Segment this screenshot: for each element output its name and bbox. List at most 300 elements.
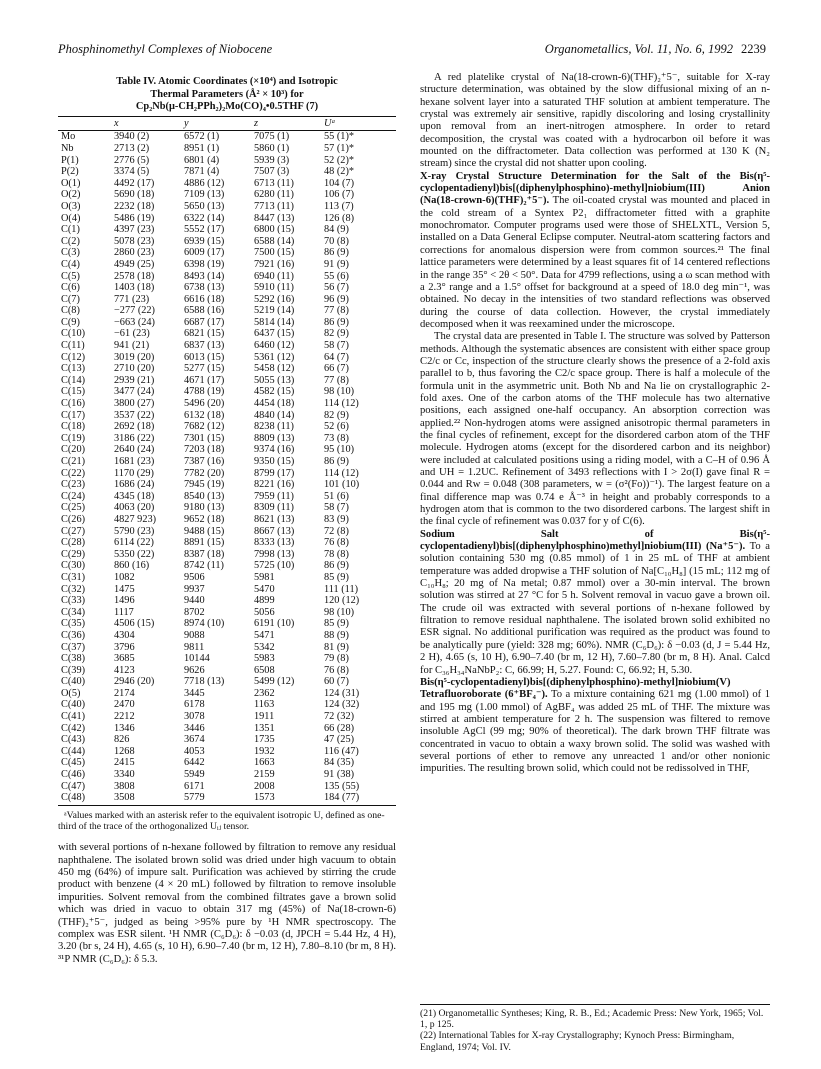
cell-u: 72 (32)	[324, 711, 355, 723]
table-row	[58, 781, 396, 793]
cell-y: 5552 (17)	[184, 224, 225, 236]
table-row	[58, 642, 396, 654]
cell-z: 6713 (11)	[254, 177, 294, 189]
cell-z: 7507 (3)	[254, 166, 290, 178]
table-row	[58, 607, 396, 619]
cell-z: 6940 (11)	[254, 270, 294, 282]
cell-x: −663 (24)	[114, 316, 155, 328]
column-header-z: z	[254, 116, 324, 131]
cell-x: 2212	[114, 711, 135, 723]
column-header-u: Uᵃ	[324, 116, 396, 131]
cell-u: 57 (1)*	[324, 142, 355, 154]
table-row	[58, 166, 396, 178]
cell-u: 184 (77)	[324, 792, 396, 805]
cell-u: 88 (9)	[324, 629, 349, 641]
cell-u: 48 (2)*	[324, 166, 355, 178]
cell-x: 1170 (29)	[114, 467, 154, 479]
table-row	[58, 665, 396, 677]
cell-u: 56 (7)	[324, 282, 349, 294]
cell-u: 66 (28)	[324, 722, 355, 734]
cell-z: 5292 (16)	[254, 293, 295, 305]
cell-u: 60 (7)	[324, 676, 349, 688]
cell-z: 1573	[254, 792, 324, 805]
cell-atom: C(23)	[61, 479, 86, 491]
cell-y: 9937	[184, 583, 205, 595]
cell-atom: C(8)	[61, 305, 80, 317]
cell-y: 7682 (12)	[184, 421, 225, 433]
cell-y: 7718 (13)	[184, 676, 225, 688]
cell-atom: O(3)	[61, 200, 81, 212]
cell-z: 1663	[254, 757, 275, 769]
cell-atom: C(48)	[58, 792, 114, 805]
cell-atom: C(17)	[61, 409, 86, 421]
cell-x: 3019 (20)	[114, 351, 155, 363]
table-row	[58, 723, 396, 735]
cell-u: 58 (7)	[324, 502, 349, 514]
table-row	[58, 247, 396, 259]
cell-atom: Nb	[61, 142, 74, 154]
cell-x: 2174	[114, 687, 135, 699]
cell-u: 124 (32)	[324, 699, 360, 711]
cell-y: 6801 (4)	[184, 154, 220, 166]
cell-y: 9088	[184, 629, 205, 641]
cell-u: 79 (8)	[324, 653, 349, 665]
cell-x: 1346	[114, 722, 135, 734]
table-row	[58, 688, 396, 700]
cell-y: 10144	[184, 653, 210, 665]
cell-u: 111 (11)	[324, 583, 359, 595]
cell-atom: C(25)	[61, 502, 86, 514]
cell-z: 6508	[254, 664, 275, 676]
cell-x: −61 (23)	[114, 328, 150, 340]
cell-u: 114 (12)	[324, 398, 359, 410]
cell-z: 4840 (14)	[254, 409, 295, 421]
cell-z: 6460 (12)	[254, 340, 295, 352]
table-caption-line: Table IV. Atomic Coordinates (×10⁴) and Isotropic	[116, 76, 338, 87]
cell-y: 9180 (13)	[184, 502, 225, 514]
cell-z: 6588 (14)	[254, 235, 295, 247]
table-row	[58, 757, 396, 769]
cell-u: 86 (9)	[324, 247, 349, 259]
table-row	[58, 282, 396, 294]
cell-y: 8974 (10)	[184, 618, 225, 630]
cell-x: 2470	[114, 699, 135, 711]
table-row	[58, 340, 396, 352]
table-row	[58, 328, 396, 340]
cell-u: 85 (9)	[324, 618, 349, 630]
table-row	[58, 224, 396, 236]
cell-z: 6437 (15)	[254, 328, 295, 340]
cell-x: 5690 (18)	[114, 189, 155, 201]
cell-atom: C(18)	[61, 421, 86, 433]
cell-atom: C(11)	[61, 340, 85, 352]
cell-x: 3537 (22)	[114, 409, 155, 421]
cell-u: 116 (47)	[324, 745, 359, 757]
table-row	[58, 189, 396, 201]
atomic-coordinates-table	[58, 116, 396, 806]
cell-u: 76 (8)	[324, 664, 349, 676]
table-row	[58, 375, 396, 387]
cell-atom: C(10)	[61, 328, 86, 340]
cell-z: 5499 (12)	[254, 676, 295, 688]
cell-x: 4345 (18)	[114, 490, 155, 502]
cell-x: 2578 (18)	[114, 270, 155, 282]
table-row	[58, 711, 396, 723]
cell-y: 3446	[184, 722, 205, 734]
cell-x: 941 (21)	[114, 340, 150, 352]
table-row	[58, 444, 396, 456]
page-number: 2239	[741, 42, 766, 56]
cell-x: 1117	[114, 606, 134, 618]
cell-x: 771 (23)	[114, 293, 150, 305]
cell-y: 6442	[184, 757, 205, 769]
cell-y: 7945 (19)	[184, 479, 225, 491]
table-row	[58, 560, 396, 572]
cell-u: 58 (7)	[324, 340, 349, 352]
cell-x: 2710 (20)	[114, 363, 155, 375]
table-row	[58, 618, 396, 630]
cell-atom: C(35)	[61, 618, 86, 630]
cell-u: 52 (2)*	[324, 154, 355, 166]
table-row	[58, 526, 396, 538]
cell-u: 78 (8)	[324, 548, 349, 560]
cell-x: 2692 (18)	[114, 421, 155, 433]
cell-x: 826	[114, 734, 130, 746]
cell-z: 5055 (13)	[254, 374, 295, 386]
cell-u: 98 (10)	[324, 606, 355, 618]
cell-y: 6132 (18)	[184, 409, 225, 421]
cell-x: 1681 (23)	[114, 456, 155, 467]
cell-atom: C(38)	[61, 653, 86, 665]
cell-atom: C(28)	[61, 537, 86, 549]
cell-atom: C(14)	[61, 374, 86, 386]
cell-atom: C(36)	[61, 629, 86, 641]
cell-atom: C(34)	[61, 606, 86, 618]
cell-atom: O(4)	[61, 212, 81, 224]
cell-u: 98 (10)	[324, 386, 355, 398]
cell-y: 8702	[184, 606, 205, 618]
table-row	[58, 410, 396, 422]
table-row	[58, 131, 396, 143]
journal-citation: Organometallics, Vol. 11, No. 6, 1992	[544, 42, 733, 56]
cell-x: 2640 (24)	[114, 444, 155, 456]
cell-u: 86 (9)	[324, 560, 349, 572]
cell-x: 1268	[114, 745, 135, 757]
cell-z: 7713 (11)	[254, 200, 294, 212]
cell-y: 9440	[184, 595, 205, 607]
cell-z: 7075 (1)	[254, 131, 290, 143]
cell-z: 7998 (13)	[254, 548, 295, 560]
section-heading-tetrafluoroborate: Bis(η⁵-cyclopentadienyl)bis[(diphenylphosphino)-methyl]niobium(V) Tetrafluoroborate (6⁺BF₄⁻).	[420, 676, 731, 701]
cell-z: 8667 (13)	[254, 525, 295, 537]
cell-atom: C(3)	[61, 247, 80, 259]
cell-y: 5277 (15)	[184, 363, 225, 375]
cell-y: 5779	[184, 792, 254, 805]
cell-atom: C(37)	[61, 641, 86, 653]
cell-y: 5496 (20)	[184, 398, 225, 410]
cell-atom: O(5)	[61, 687, 81, 699]
paragraph-tetrafluoroborate	[420, 677, 770, 776]
cell-x: 2946 (20)	[114, 676, 155, 688]
cell-z: 5471	[254, 629, 275, 641]
cell-atom: P(2)	[61, 166, 79, 178]
cell-u: 85 (9)	[324, 571, 349, 583]
cell-atom: C(41)	[61, 711, 86, 723]
cell-z: 7500 (15)	[254, 247, 295, 259]
cell-u: 113 (7)	[324, 200, 354, 212]
cell-y: 9506	[184, 571, 205, 583]
cell-z: 9374 (16)	[254, 444, 295, 456]
cell-atom: C(43)	[61, 734, 86, 746]
cell-y: 3078	[184, 711, 205, 723]
cell-y: 8951 (1)	[184, 142, 220, 154]
cell-x: 5350 (22)	[114, 548, 155, 560]
cell-atom: Mo	[61, 131, 76, 143]
cell-z: 4454 (18)	[254, 398, 295, 410]
table-row	[58, 363, 396, 375]
cell-atom: C(20)	[61, 444, 86, 456]
cell-z: 1932	[254, 745, 275, 757]
cell-atom: O(1)	[61, 177, 81, 189]
column-header-y: y	[184, 116, 254, 131]
cell-y: 6939 (15)	[184, 235, 225, 247]
table-row	[58, 305, 396, 317]
cell-x: 3796	[114, 641, 135, 653]
cell-x: 4304	[114, 629, 135, 641]
cell-x: 4397 (23)	[114, 224, 155, 236]
cell-u: 52 (6)	[324, 421, 349, 433]
table-row	[58, 398, 396, 410]
cell-u: 83 (9)	[324, 513, 349, 525]
cell-z: 2159	[254, 769, 275, 781]
table-row	[58, 178, 396, 190]
cell-z: 7959 (11)	[254, 490, 294, 502]
cell-z: 5814 (14)	[254, 316, 295, 328]
cell-u: 70 (8)	[324, 235, 349, 247]
cell-atom: C(24)	[61, 490, 86, 502]
cell-y: 9488 (15)	[184, 525, 225, 537]
table-caption-line: Cp₂Nb(μ-CH₂PPh₂)₂Mo(CO)₄•0.5THF (7)	[135, 101, 319, 113]
cell-x: 1496	[114, 595, 135, 607]
cell-x: 4949 (25)	[114, 258, 155, 270]
cell-z: 8221 (16)	[254, 479, 295, 491]
cell-x: 5078 (23)	[114, 235, 155, 247]
cell-y: 6178	[184, 699, 205, 711]
table-row	[58, 491, 396, 503]
cell-x: 4506 (15)	[114, 618, 155, 630]
cell-atom: C(6)	[61, 282, 80, 294]
cell-u: 81 (9)	[324, 641, 349, 653]
table-row	[58, 792, 396, 805]
cell-z: 8621 (13)	[254, 513, 295, 525]
cell-z: 7921 (16)	[254, 258, 295, 270]
table-row	[58, 352, 396, 364]
column-header-atom	[58, 116, 114, 131]
cell-z: 2008	[254, 780, 275, 792]
cell-atom: P(1)	[61, 154, 79, 166]
cell-y: 7203 (18)	[184, 444, 225, 456]
cell-u: 84 (9)	[324, 224, 349, 236]
cell-y: 9652 (18)	[184, 513, 225, 525]
table-row	[58, 595, 396, 607]
cell-u: 77 (8)	[324, 305, 349, 317]
table-footnote: ᵃValues marked with an asterisk refer to the equivalent isotropic U, defined as one-third of the trace of the orthogonalized Uᵢⱼ tensor.	[58, 809, 385, 833]
running-head-journal	[545, 42, 766, 57]
table-row	[58, 699, 396, 711]
cell-atom: C(1)	[61, 224, 80, 236]
table-row	[58, 271, 396, 283]
table-row	[58, 584, 396, 596]
table-row	[58, 549, 396, 561]
cell-atom: C(27)	[61, 525, 86, 537]
cell-u: 84 (35)	[324, 757, 355, 769]
cell-atom: C(12)	[61, 351, 86, 363]
table-row	[58, 514, 396, 526]
reference-22: (22) International Tables for X-ray Crystallography; Kynoch Press: Birmingham, England, 1974; Vol. IV.	[420, 1030, 735, 1053]
cell-x: 3508	[114, 792, 184, 805]
cell-u: 104 (7)	[324, 177, 355, 189]
cell-y: 7387 (16)	[184, 456, 225, 467]
table-row	[58, 769, 396, 781]
table-caption-line: Thermal Parameters (Å² × 10³) for	[150, 88, 304, 100]
cell-y: 6009 (17)	[184, 247, 225, 259]
cell-y: 6738 (13)	[184, 282, 225, 294]
cell-atom: C(40)	[61, 676, 86, 688]
table-row	[58, 456, 396, 468]
paragraph-text: To a solution containing 530 mg (0.85 mmol) of 1 in 25 mL of THF at ambient temperature was added dropwise a THF solution of Na[C₁₀H₈] (15 mL; 112 mg of C₁₀H₈; 20 mg of Na metal; 0.87 mmol) over a 30-min interval. The brown solution was stirred at 27 °C for 5 h. Solvent removal in vacuo gave a brown oil. The crude oil was extracted with several portions of n-hexane followed by filtration to remove residual naphthalene. The isolated brown solid exhibited no ESR signal. No additional purification was required as the product was found to be analytically pure (yield: 328 mg; 60%). NMR (C₆D₆): δ −0.03 (d, J = 5.44 Hz, 2 H), 4.65 (s, 10 H), 6.90–7.40 (br m, 12 H), 7.60–7.80 (br m, 8 H). Anal. Calcd for C₃₆H₃₄NaNbP₂: C, 66.99; H, 5.27. Found: C, 66.92; H, 5.30.	[420, 541, 770, 676]
cell-u: 91 (9)	[324, 258, 349, 270]
cell-y: 4053	[184, 745, 205, 757]
right-column	[420, 72, 770, 776]
table-header-row	[58, 116, 396, 131]
table-row	[58, 746, 396, 758]
table-row	[58, 676, 396, 688]
cell-y: 6171	[184, 780, 205, 792]
cell-y: 8891 (15)	[184, 537, 225, 549]
cell-x: 2713 (2)	[114, 142, 150, 154]
cell-z: 1351	[254, 722, 275, 734]
paragraph-text: To a mixture containing 621 mg (1.00 mmol) of 1 and 195 mg (1.00 mmol) of AgBF₄ was added 25 mL of THF. The mixture was stirred at ambient temperature for 2 h. The suspension was filtered to remove insoluble AgCl (99 mg; 90% of theoretical). The dark brown THF filtrate was concentrated in vacuo to obtain a waxy brown solid. The solid was washed with several portions of ether to remove any unreacted 1 and/or other nonionic impurities. The resulting brown solid, which could not be redissolved in THF,	[420, 689, 770, 775]
paragraph-crystal-growth: A red platelike crystal of Na(18-crown-6)(THF)₂⁺5⁻, suitable for X-ray structure determination, was obtained by the slow diffusional mixing of an n-hexane solvent layer into a saturated THF solution at ambient temperature. The crystal was extremely air sensitive, rapidly discoloring and losing crystallinity upon removal from an inert-nitrogen atmosphere. In order to retard decomposition, the crystal was coated with a hydrocarbon oil before it was mounted on the diffractometer. Data collection was performed at 130 K (N₂ stream) since the crystal did not shatter upon cooling.	[420, 72, 770, 170]
cell-z: 5725 (10)	[254, 560, 295, 572]
cell-z: 5342	[254, 641, 275, 653]
cell-z: 5860 (1)	[254, 142, 290, 154]
table-row	[58, 572, 396, 584]
cell-x: 2860 (23)	[114, 247, 155, 259]
cell-z: 5056	[254, 606, 275, 618]
cell-z: 1163	[254, 699, 275, 711]
cell-x: 5486 (19)	[114, 212, 155, 224]
cell-y: 8742 (11)	[184, 560, 224, 572]
cell-z: 5910 (11)	[254, 282, 294, 294]
cell-u: 96 (9)	[324, 293, 349, 305]
cell-x: 1082	[114, 571, 135, 583]
cell-y: 5949	[184, 769, 205, 781]
cell-z: 5981	[254, 571, 275, 583]
cell-u: 86 (9)	[324, 456, 349, 467]
cell-y: 6687 (17)	[184, 316, 225, 328]
cell-atom: C(31)	[61, 571, 86, 583]
table-row	[58, 502, 396, 514]
cell-u: 114 (12)	[324, 467, 359, 479]
cell-y: 7782 (20)	[184, 467, 225, 479]
cell-atom: C(47)	[61, 780, 86, 792]
cell-y: 6837 (13)	[184, 340, 225, 352]
cell-y: 7301 (15)	[184, 432, 225, 444]
cell-u: 101 (10)	[324, 479, 360, 491]
cell-atom: C(30)	[61, 560, 86, 572]
cell-u: 73 (8)	[324, 432, 349, 444]
cell-y: 3674	[184, 734, 205, 746]
cell-z: 5470	[254, 583, 275, 595]
cell-z: 5361 (12)	[254, 351, 295, 363]
table-row	[58, 143, 396, 155]
cell-u: 47 (25)	[324, 734, 355, 746]
cell-y: 8493 (14)	[184, 270, 225, 282]
cell-y: 7109 (13)	[184, 189, 225, 201]
references	[420, 1004, 770, 1053]
cell-x: 3808	[114, 780, 135, 792]
cell-atom: C(9)	[61, 316, 80, 328]
cell-atom: C(46)	[61, 769, 86, 781]
cell-atom: C(7)	[61, 293, 80, 305]
cell-x: 1403 (18)	[114, 282, 155, 294]
cell-atom: C(15)	[61, 386, 86, 398]
cell-x: 4063 (20)	[114, 502, 155, 514]
cell-u: 82 (9)	[324, 409, 349, 421]
cell-z: 4582 (15)	[254, 386, 295, 398]
cell-z: 5983	[254, 653, 275, 665]
cell-x: 4827 923)	[114, 513, 157, 525]
cell-u: 106 (7)	[324, 189, 355, 201]
table-row	[58, 317, 396, 329]
cell-atom: C(4)	[61, 258, 80, 270]
cell-z: 5939 (3)	[254, 154, 290, 166]
cell-u: 76 (8)	[324, 537, 349, 549]
cell-y: 4788 (19)	[184, 386, 225, 398]
cell-atom: C(5)	[61, 270, 80, 282]
cell-y: 5650 (13)	[184, 200, 225, 212]
cell-y: 6572 (1)	[184, 131, 220, 143]
cell-atom: C(2)	[61, 235, 80, 247]
cell-x: 3340	[114, 769, 135, 781]
table-row	[58, 386, 396, 398]
cell-z: 1911	[254, 711, 275, 723]
cell-y: 8387 (18)	[184, 548, 225, 560]
table-row	[58, 734, 396, 746]
cell-z: 6800 (15)	[254, 224, 295, 236]
cell-y: 6322 (14)	[184, 212, 225, 224]
table-row	[58, 213, 396, 225]
cell-u: 120 (12)	[324, 595, 360, 607]
cell-x: 3685	[114, 653, 135, 665]
cell-u: 82 (9)	[324, 328, 349, 340]
running-head	[58, 42, 766, 60]
cell-x: 3186 (22)	[114, 432, 155, 444]
cell-u: 126 (8)	[324, 212, 355, 224]
table-row	[58, 421, 396, 433]
table-row	[58, 653, 396, 665]
cell-x: 2415	[114, 757, 135, 769]
table-row	[58, 155, 396, 167]
cell-z: 8238 (11)	[254, 421, 294, 433]
cell-y: 6588 (16)	[184, 305, 225, 317]
cell-x: 4492 (17)	[114, 177, 155, 189]
cell-x: 1475	[114, 583, 135, 595]
cell-x: 5790 (23)	[114, 525, 155, 537]
paragraph-text: The oil-coated crystal was mounted and placed in the cold stream of a Syntex P2₁ diffractometer fitted with a graphite monochromator. Computer programs used were those of SHELXTL, Version 5, installed on a Data General Eclipse computer. Neutral-atom scattering factors and corrections for anomalous dispersion were from common sources.²¹ The final lattice parameters were determined by a least squares fit of 14 centered reflections in the range 35° < 2θ < 50°. Data for 4799 reflections, using a ω scan method with a 2.3° range and a 1.5° offset for background at a speed of 18.0 deg min⁻¹, was obtained. No decay in the intensities of two standard reflections was observed during the course of data collection. However, the crystal immediately decomposed when it was reexamined under the microscope.	[420, 195, 770, 330]
table-row	[58, 236, 396, 248]
